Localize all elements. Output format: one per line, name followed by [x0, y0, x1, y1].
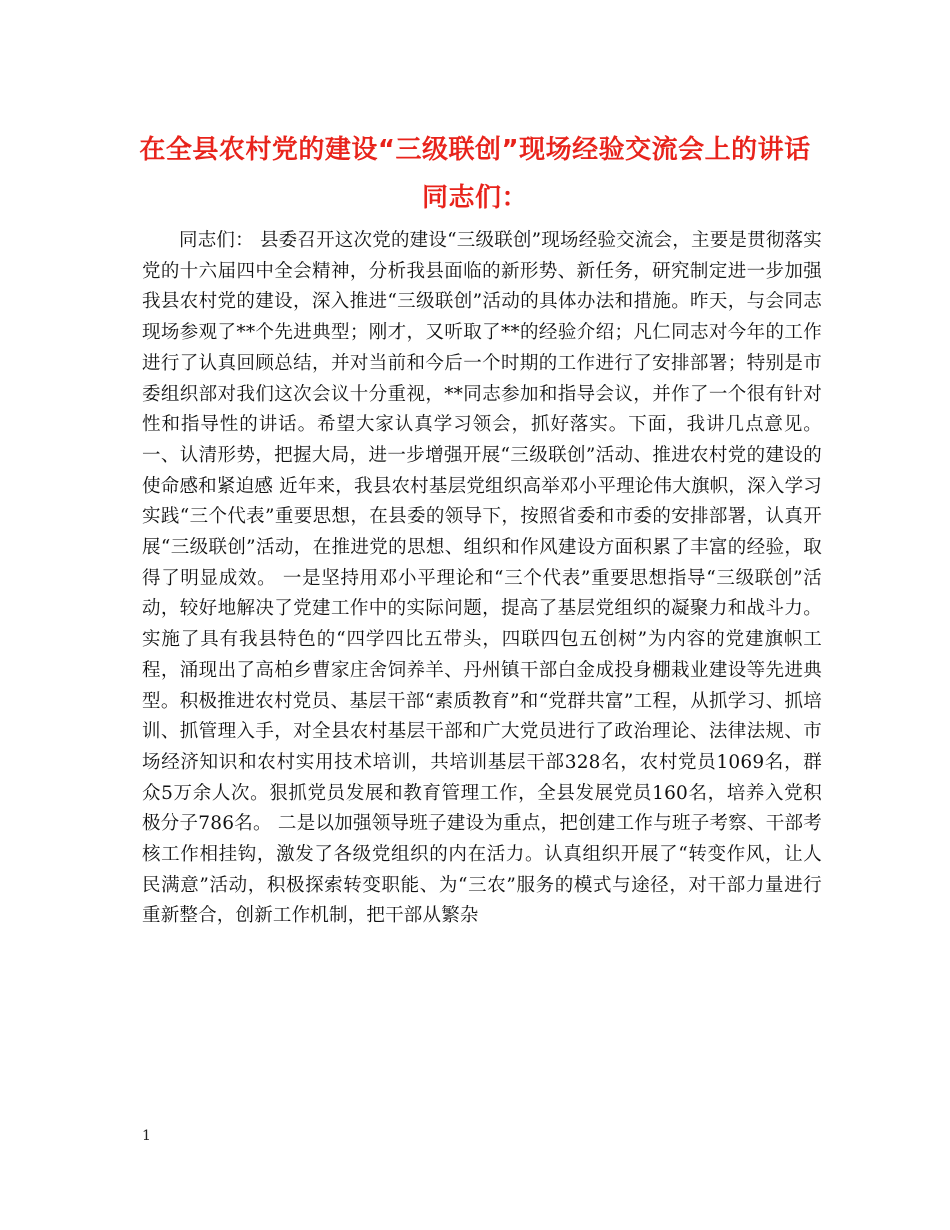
- page-number: 1: [142, 1128, 151, 1144]
- document-title: 在全县农村党的建设“三级联创”现场经验交流会上的讲话 同志们：: [139, 135, 811, 213]
- document-body-paragraph: 同志们： 县委召开这次党的建设“三级联创”现场经验交流会，主要是贯彻落实党的十六届四中全会精神，分析我县面临的新形势、新任务，研究制定进一步加强我县农村党的建设，深入推进“三级联创”活动的具体办法和措施。昨天，与会同志现场参观了**个先进典型；刚才，又听取了**的经验介绍；凡仁同志对今年的工作进行了认真回顾总结，并对当前和今后一个时期的工作进行了安排部署；特别是市委组织部对我们这次会议十分重视，**同志参加和指导会议，并作了一个很有针对性和指导性的讲话。希望大家认真学习领会，抓好落实。下面，我讲几点意见。 一、认清形势，把握大局，进一步增强开展“三级联创”活动、推进农村党的建设的使命感和紧迫感 近年来，我县农村基层党组织高举邓小平理论伟大旗帜，深入学习实践“三个代表”重要思想，在县委的领导下，按照省委和市委的安排部署，认真开展“三级联创”活动，在推进党的思想、组织和作风建设方面积累了丰富的经验，取得了明显成效。 一是坚持用邓小平理论和“三个代表”重要思想指导“三级联创”活动，较好地解决了党建工作中的实际问题，提高了基层党组织的凝聚力和战斗力。实施了具有我县特色的“四学四比五带头，四联四包五创树”为内容的党建旗帜工程，涌现出了高柏乡曹家庄舍饲养羊、丹州镇干部白金成投身棚栽业建设等先进典型。积极推进农村党员、基层干部“素质教育”和“党群共富”工程，从抓学习、抓培训、抓管理入手，对全县农村基层干部和广大党员进行了政治理论、法律法规、市场经济知识和农村实用技术培训，共培训基层干部328名，农村党员1069名，群众5万余人次。狠抓党员发展和教育管理工作，全县发展党员160名，培养入党积极分子786名。 二是以加强领导班子建设为重点，把创建工作与班子考察、干部考核工作相挂钩，激发了各级党组织的内在活力。认真组织开展了“转变作风，让人民满意”活动，积极探索转变职能、为“三农”服务的模式与途径，对干部力量进行重新整合，创新工作机制，把干部从繁杂: [142, 230, 822, 927]
